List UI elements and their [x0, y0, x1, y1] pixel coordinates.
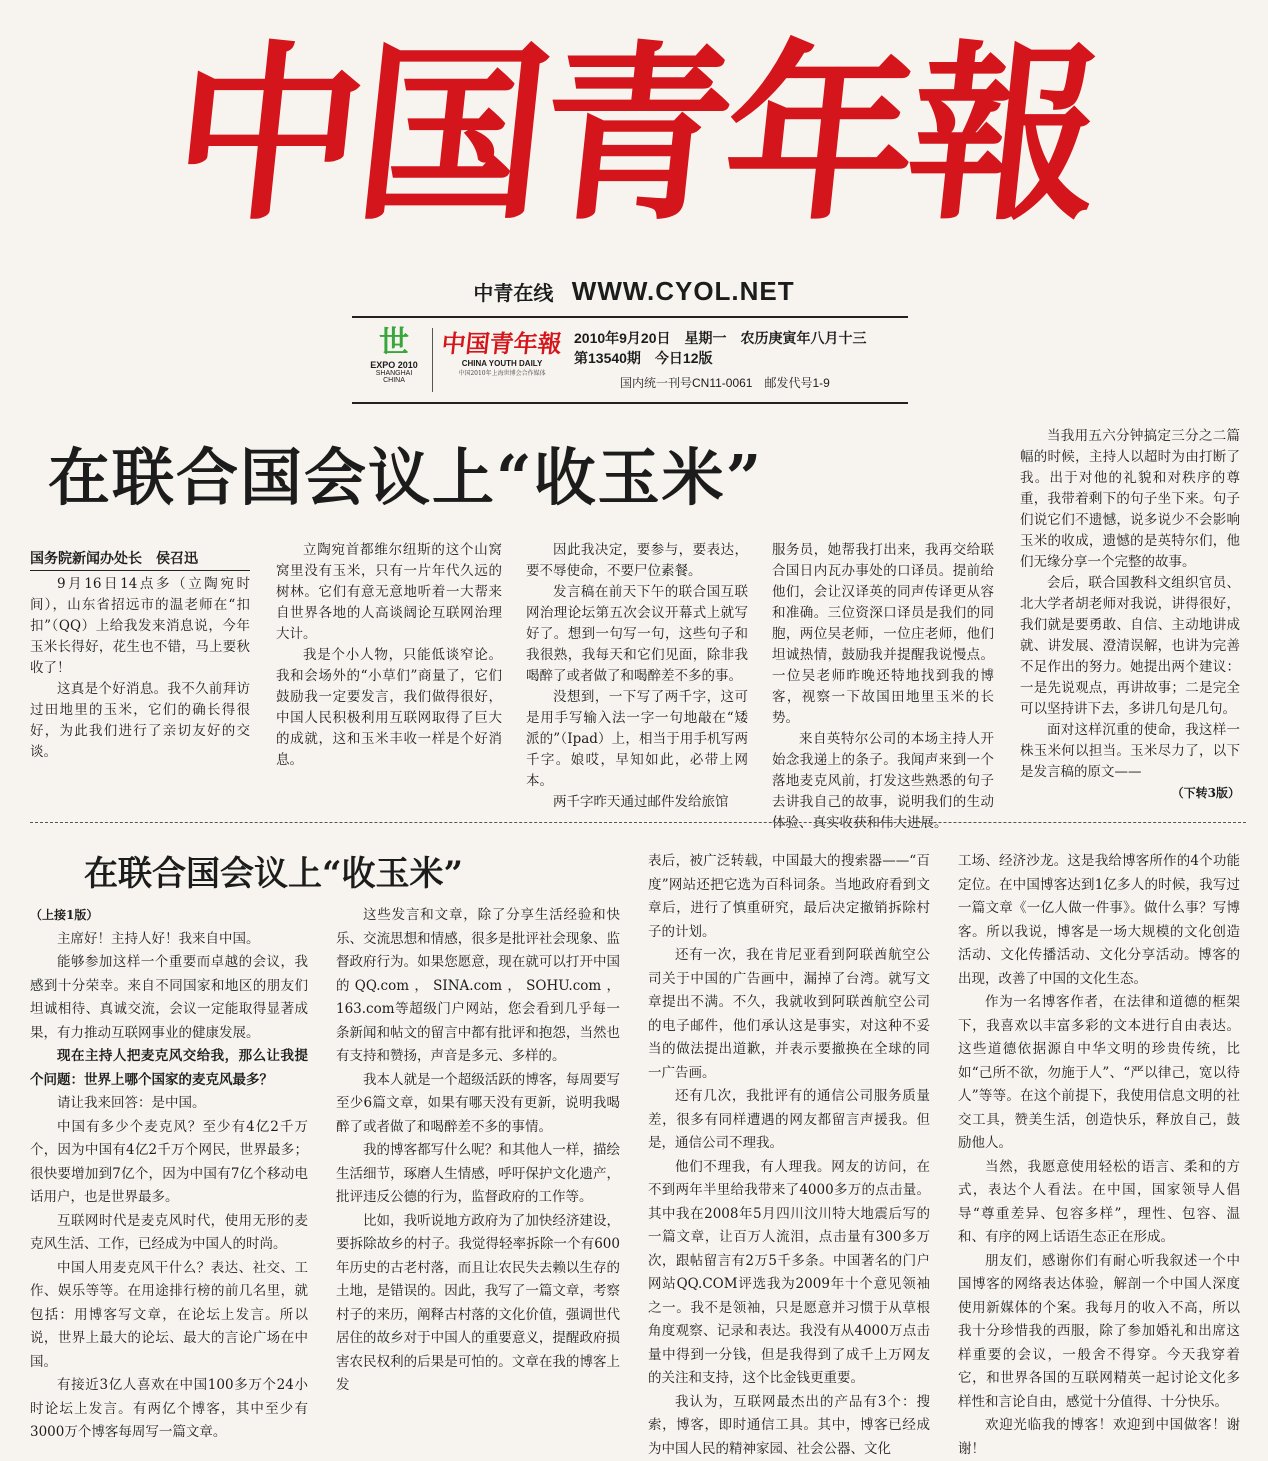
paragraph: 当然，我愿意使用轻松的语言、柔和的方式，表达个人看法。在中国，国家领导人倡导“尊重差异、包容多样”，理性、包容、温和、有序的网上话语生态正在形成。 — [958, 1156, 1240, 1250]
article-col-5 — [1020, 426, 1240, 804]
paragraph: 两千字昨天通过邮件发给旅馆 — [526, 792, 748, 813]
paragraph: 还有一次，我在肯尼亚看到阿联酋航空公司关于中国的广告画中，漏掉了台湾。就写文章提出不满。不久，我就收到阿联酋航空公司的电子邮件，他们承认这是事实，对这种不妥当的做法提出道歉，并表示要撤换在全球的同一广告画。 — [648, 944, 930, 1085]
section-divider — [30, 822, 1246, 823]
paragraph: 工场、经济沙龙。这是我给博客所作的4个功能定位。在中国博客达到1亿多人的时候，我写过一篇文章《一亿人做一件事》。做什么事？写博客。所以我说，博客是一场大规模的文化创造活动、文化传播活动、文化分享活动。博客的出现，改善了中国的文化生态。 — [958, 850, 1240, 991]
continued-from-note: （上接1版） — [30, 904, 308, 928]
issue-line: 第13540期 今日12版 — [574, 348, 867, 368]
paragraph: 中国有多少个麦克风？至少有4亿2千万个，因为中国有4亿2千万个网民，世界最多；很快要增加到7亿个，因为中国有7亿个移动电话用户，也是世界最多。 — [30, 1116, 308, 1210]
expo-logo — [364, 326, 424, 396]
continuation-col-2 — [336, 904, 620, 1398]
paragraph: 朋友们，感谢你们有耐心听我叙述一个中国博客的网络表达体验，解剖一个中国人深度使用新媒体的个案。我每月的收入不高，所以我十分珍惜我的西服，除了参加婚礼和出席这样重要的会议，一般舍不得穿。今天我穿着它，和世界各国的互联网精英一起讨论文化多样性和言论自由，感觉十分值得、十分快乐。 — [958, 1250, 1240, 1415]
paragraph: 现在主持人把麦克风交给我，那么让我提个问题：世界上哪个国家的麦克风最多？ — [30, 1045, 308, 1092]
continuation-col-3 — [648, 850, 930, 1461]
issue-date — [574, 328, 867, 368]
paragraph: 立陶宛首都维尔纽斯的这个山窝窝里没有玉米，只有一片年代久远的树林。它们有意无意地听着一大帮来自世界各地的人高谈阔论互联网治理大计。 — [276, 540, 502, 645]
continuation-headline: 在联合国会议上“收玉米” — [84, 846, 604, 895]
mini-partner: 中国2010年上海世博会合作媒体 — [442, 368, 562, 377]
article-byline: 国务院新闻办处长 侯召迅 — [30, 548, 250, 571]
paragraph: 我本人就是一个超级活跃的博客，每周要写至少6篇文章，如果有哪天没有更新，说明我喝醉了或者做了和喝醉差不多的事情。 — [336, 1069, 620, 1140]
masthead-title: 中国青年報 — [161, 10, 1107, 260]
article-col-2 — [276, 540, 502, 771]
site-cn: 中青在线 — [473, 283, 553, 305]
continuation-col-1 — [30, 904, 308, 1445]
article-col-1 — [30, 574, 250, 763]
date-line: 2010年9月20日 星期一 农历庚寅年八月十三 — [574, 328, 867, 348]
site-line — [0, 276, 1268, 307]
paragraph: 因此我决定，要参与，要表达，要不辱使命，不要尸位素餐。 — [526, 540, 748, 582]
paragraph: 来自英特尔公司的本场主持人开始念我递上的条子。我闻声来到一个落地麦克风前，打发这些熟悉的句子去讲我自己的故事，说明我们的生动体验、真实收获和伟大进展。 — [772, 729, 994, 834]
paragraph: 我认为，互联网最杰出的产品有3个：搜索，博客，即时通信工具。其中，博客已经成为中国人民的精神家园、社会公器、文化 — [648, 1391, 930, 1461]
article-col-3 — [526, 540, 748, 813]
mini-title: 中国青年報 — [440, 324, 564, 359]
paragraph: 服务员，她帮我打出来，我再交给联合国日内瓦办事处的口译员。提前给他们，会让汉译英的同声传译更从容和准确。三位资深口译员是我们的同胞，两位吴老师，一位庄老师，他们坦诚热情，鼓励我并提醒我说慢点。一位吴老师昨晚还特地找到我的博客，视察一下故国田地里玉米的长势。 — [772, 540, 994, 729]
paragraph: 面对这样沉重的使命，我这样一株玉米何以担当。玉米尽力了，以下是发言稿的原文—— — [1020, 720, 1240, 783]
paragraph: 9月16日14点多（立陶宛时间），山东省招远市的温老师在“扣扣”（QQ）上给我发来消息说，今年玉米长得好，花生也不错，马上要秋收了！ — [30, 574, 250, 679]
paragraph: 会后，联合国教科文组织官员、北大学者胡老师对我说，讲得很好，我们就是要勇敢、自信、主动地讲成就、讲发展、澄清误解，也讲为完善不足作出的努力。她提出两个建议：一是先说观点，再讲故事；二是完全可以坚持讲下去，多讲几句是几句。 — [1020, 573, 1240, 720]
masthead — [0, 10, 1268, 280]
paragraph: 中国人用麦克风干什么？表达、社交、工作、娱乐等等。在用途排行榜的前几名里，就包括：用博客写文章，在论坛上发言。所以说，世界上最大的论坛、最大的言论广场在中国。 — [30, 1257, 308, 1375]
paragraph: 他们不理我，有人理我。网友的访问，在不到两年半里给我带来了4000多万的点击量。其中我在2008年5月四川汶川特大地震后写的一篇文章，让百万人流泪，点击量有300多万次，跟帖留言有2万5千多条。中国著名的门户网站QQ.COM评选我为2009年十个意见领袖之一。我不是领袖，只是愿意并习惯于从草根角度观察、记录和表达。我没有从4000万点击量中得到一分钱，但是我得到了成千上万网友的关注和支持，这个比金钱更重要。 — [648, 1156, 930, 1391]
paragraph: 没想到，一下写了两千字，这可是用手写输入法一字一句地敲在“矮派的”（Ipad）上，相当于用手机写两千字。娘哎，早知如此，必带上网本。 — [526, 687, 748, 792]
mini-en: CHINA YOUTH DAILY — [442, 359, 562, 368]
paragraph: 互联网时代是麦克风时代，使用无形的麦克风生活、工作，已经成为中国人的时尚。 — [30, 1210, 308, 1257]
paragraph: 当我用五六分钟搞定三分之二篇幅的时候，主持人以超时为由打断了我。出于对他的礼貌和对秩序的尊重，我带着剩下的句子坐下来。句子们说它们不遗憾，说多说少不会影响玉米的收成，遗憾的是英特尔们，他们无缘分享一个完整的故事。 — [1020, 426, 1240, 573]
paragraph: 发言稿在前天下午的联合国互联网治理论坛第五次会议开幕式上就写好了。想到一句写一句，这些句子和我很熟，我每天和它们见面，除非我喝醉了或者做了和喝醉差不多的事。 — [526, 582, 748, 687]
paragraph: 主席好！主持人好！我来自中国。 — [30, 928, 308, 952]
paragraph: 比如，我听说地方政府为了加快经济建设，要拆除故乡的村子。我觉得轻率拆除一个有600年历史的古老村落，而且让农民失去赖以生存的土地，是错误的。因此，我写了一篇文章，考察村子的来历，阐释古村落的文化价值，强调世代居住的故乡对于中国人的重要意义，提醒政府损害农民权利的后果是可怕的。文章在我的博客上发 — [336, 1210, 620, 1398]
paragraph: 请让我来回答：是中国。 — [30, 1092, 308, 1116]
continuation-col-4 — [958, 850, 1240, 1461]
site-url[interactable]: WWW.CYOL.NET — [572, 276, 795, 306]
expo-mark-icon: 世 — [364, 326, 424, 360]
logo-divider — [432, 328, 433, 392]
paragraph: 能够参加这样一个重要而卓越的会议，我感到十分荣幸。来自不同国家和地区的朋友们坦诚相待、真诚交流，会议一定能取得显著成果，有力推动互联网事业的健康发展。 — [30, 951, 308, 1045]
article-headline: 在联合国会议上“收玉米” — [48, 428, 1008, 517]
paragraph: 这些发言和文章，除了分享生活经验和快乐、交流思想和情感，很多是批评社会现象、监督政府行为。如果您愿意，现在就可以打开中国的QQ.com，SINA.com，SOHU.com，163.com等超级门户网站，您会看到几乎每一条新闻和帖文的留言中都有批评和抱怨，当然也有支持和赞扬，声音是多元、多样的。 — [336, 904, 620, 1069]
mini-logo — [442, 324, 562, 377]
paragraph: 作为一名博客作者，在法律和道德的框架下，我喜欢以丰富多彩的文本进行自由表达。这些道德依据源自中华文明的珍贵传统，比如“己所不欲，勿施于人”、“严以律己，宽以待人”等等。在这个前提下，我使用信息文明的社交工具，赞美生活，创造快乐，释放自己，鼓励他人。 — [958, 991, 1240, 1156]
paragraph: 还有几次，我批评有的通信公司服务质量差，很多有同样遭遇的网友都留言声援我。但是，通信公司不理我。 — [648, 1085, 930, 1156]
issue-info — [352, 316, 908, 404]
paragraph: 表后，被广泛转载，中国最大的搜索器——“百度”网站还把它选为百科词条。当地政府看到文章后，进行了慎重研究，最后决定撤销拆除村子的计划。 — [648, 850, 930, 944]
expo-label: EXPO 2010 — [364, 360, 424, 370]
expo-city: SHANGHAI CHINA — [364, 370, 424, 384]
turn-note: （下转3版） — [1020, 783, 1240, 804]
paragraph: 欢迎光临我的博客！欢迎到中国做客！谢谢！ — [958, 1414, 1240, 1461]
paragraph: 这真是个好消息。我不久前拜访过田地里的玉米，它们的确长得很好，为此我们进行了亲切友好的交谈。 — [30, 679, 250, 763]
article-col-4 — [772, 540, 994, 834]
issue-codes: 国内统一刊号CN11-0061 邮发代号1-9 — [620, 374, 830, 391]
paragraph: 有接近3亿人喜欢在中国100多万个24小时论坛上发言。有两亿个博客，其中至少有3000万个博客每周写一篇文章。 — [30, 1374, 308, 1445]
paragraph: 我是个小人物，只能低谈窄论。我和会场外的“小草们”商量了，它们鼓励我一定要发言，我们做得很好，中国人民积极利用互联网取得了巨大的成就，这和玉米丰收一样是个好消息。 — [276, 645, 502, 771]
paragraph: 我的博客都写什么呢？和其他人一样，描绘生活细节，琢磨人生情感，呼吁保护文化遗产，批评违反公德的行为，监督政府的工作等。 — [336, 1139, 620, 1210]
